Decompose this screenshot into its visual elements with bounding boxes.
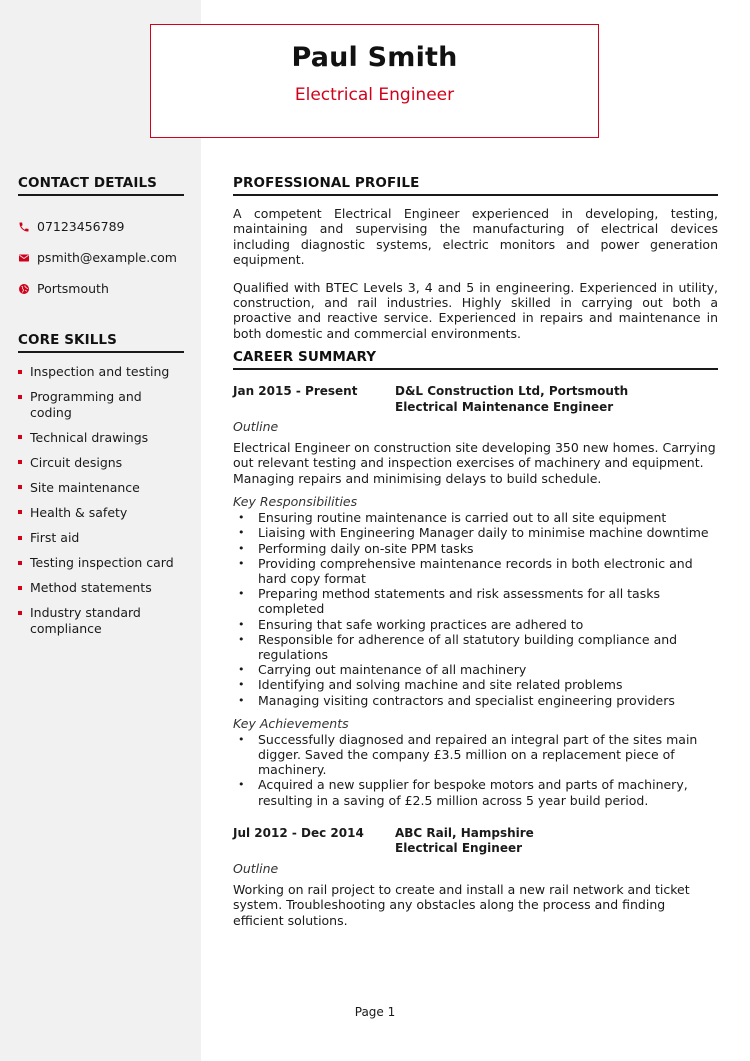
globe-icon (18, 283, 30, 295)
outline-label: Outline (233, 419, 279, 434)
email-address: psmith@example.com (37, 250, 177, 265)
phone-number: 07123456789 (37, 219, 125, 234)
skills-heading: CORE SKILLS (18, 332, 184, 353)
job-entry (233, 384, 718, 808)
red-square-bullet-icon (18, 370, 22, 374)
profile-section (233, 175, 718, 341)
job-header (233, 826, 718, 857)
candidate-title: Electrical Engineer (294, 85, 455, 105)
skills-section (18, 332, 184, 646)
job-company: D&L Construction Ltd, Portsmouth (395, 384, 629, 398)
skill-item: Circuit designs (18, 455, 184, 471)
list-item: • Responsible for adherence of all statutory building compliance and regulations (233, 632, 718, 662)
red-square-bullet-icon (18, 435, 22, 439)
skill-item: Technical drawings (18, 430, 184, 446)
outline-label: Outline (233, 860, 279, 876)
skill-item: Site maintenance (18, 480, 184, 496)
contact-location (18, 273, 184, 304)
contact-email (18, 242, 184, 273)
list-item: • Successfully diagnosed and repaired an integral part of the sites main digger. Saved the company £3.5 million on a replacement piece of machinery. (233, 732, 718, 778)
contact-phone (18, 211, 184, 242)
contact-section (18, 175, 184, 304)
achievements-list (233, 732, 718, 808)
red-square-bullet-icon (18, 611, 22, 615)
list-item: • Ensuring that safe working practices are adhered to (233, 617, 718, 632)
red-square-bullet-icon (18, 510, 22, 514)
job-entry (233, 826, 718, 928)
red-square-bullet-icon (18, 460, 22, 464)
red-square-bullet-icon (18, 561, 22, 565)
list-item: • Managing visiting contractors and specialist engineering providers (233, 693, 718, 708)
skill-item: Method statements (18, 580, 184, 596)
list-item: • Carrying out maintenance of all machinery (233, 662, 718, 677)
skill-item: Industry standard compliance (18, 605, 184, 636)
list-item: • Performing daily on-site PPM tasks (233, 541, 718, 556)
skill-item: Inspection and testing (18, 364, 184, 380)
job-header (233, 384, 718, 415)
red-square-bullet-icon (18, 536, 22, 540)
red-square-bullet-icon (18, 395, 22, 399)
responsibilities-label: Key Responsibilities (233, 494, 358, 510)
job-dates: Jan 2015 - Present (233, 384, 358, 398)
contact-heading: CONTACT DETAILS (18, 175, 184, 196)
red-square-bullet-icon (18, 586, 22, 590)
contact-list (18, 211, 184, 304)
phone-icon (18, 221, 30, 233)
candidate-name: Paul Smith (291, 42, 458, 73)
page-number: Page 1 (354, 1005, 396, 1019)
list-item: • Acquired a new supplier for bespoke motors and parts of machinery, resulting in a saving of £2.5 million across 5 year build period. (233, 777, 718, 807)
profile-paragraph: Qualified with BTEC Levels 3, 4 and 5 in engineering. Experienced in utility, construction, and rail industries. Highly skilled in carrying out both a proactive and reactive service. Experienced in repairs and maintenance in both domestic and commercial environments. (233, 279, 718, 341)
career-section (233, 349, 718, 928)
location-text: Portsmouth (37, 281, 109, 296)
skill-item: Programming and coding (18, 389, 184, 420)
achievements-label: Key Achievements (233, 715, 349, 731)
career-heading: CAREER SUMMARY (233, 349, 718, 370)
skill-item: First aid (18, 530, 184, 546)
skill-item: Health & safety (18, 505, 184, 521)
job-company: ABC Rail, Hampshire (395, 825, 534, 840)
red-square-bullet-icon (18, 485, 22, 489)
list-item: • Preparing method statements and risk assessments for all tasks completed (233, 586, 718, 616)
name-header-box (150, 24, 599, 138)
profile-heading: PROFESSIONAL PROFILE (233, 175, 718, 196)
job-role: Electrical Maintenance Engineer (395, 399, 614, 414)
list-item: • Providing comprehensive maintenance records in both electronic and hard copy format (233, 556, 718, 586)
profile-paragraph: A competent Electrical Engineer experienced in developing, testing, maintaining and supervising the manufacturing of electrical devices including diagnostic systems, electric monitors and power generation equipment. (233, 206, 718, 268)
responsibilities-list (233, 510, 718, 708)
job-outline: Electrical Engineer on construction site developing 350 new homes. Carrying out relevant testing and inspection exercises of machinery and equipment. Managing repairs and minimising delays to build schedule. (233, 440, 716, 486)
job-dates: Jul 2012 - Dec 2014 (233, 825, 364, 840)
list-item: • Identifying and solving machine and site related problems (233, 677, 718, 692)
job-company-role (395, 826, 534, 857)
envelope-icon (18, 252, 30, 264)
job-outline: Working on rail project to create and install a new rail network and ticket system. Troubleshooting any obstacles along the process and finding efficient solutions. (233, 881, 690, 928)
job-role: Electrical Engineer (395, 841, 523, 856)
list-item: • Liaising with Engineering Manager daily to minimise machine downtime (233, 525, 718, 540)
list-item: • Ensuring routine maintenance is carried out to all site equipment (233, 510, 718, 525)
job-company-role (395, 384, 628, 415)
skill-item: Testing inspection card (18, 555, 184, 571)
skills-list (18, 364, 184, 636)
